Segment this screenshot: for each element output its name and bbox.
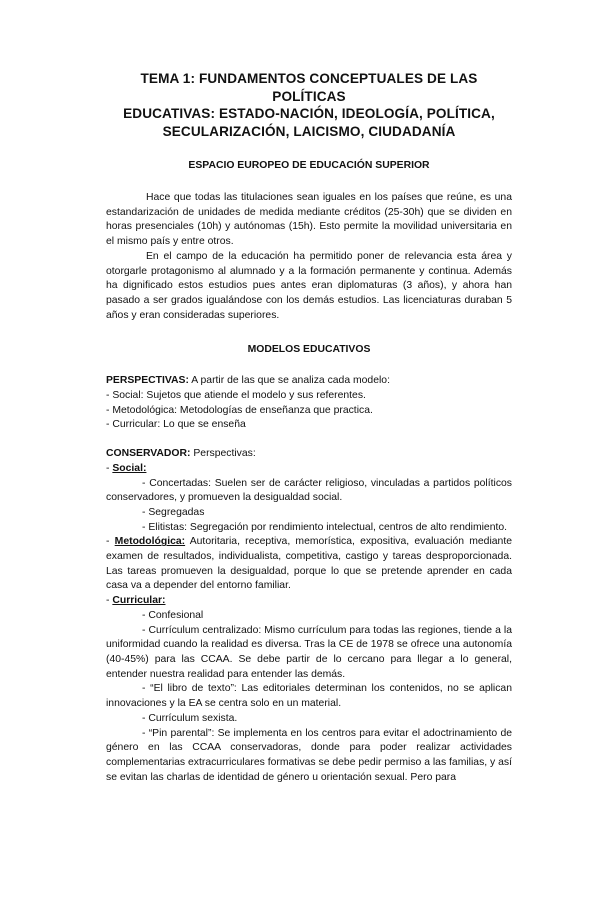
title-line-3: SECULARIZACIÓN, LAICISMO, CIUDADANÍA (162, 123, 456, 139)
perspectivas-intro-text: A partir de las que se analiza cada modelo: (188, 375, 390, 387)
social-label: Social: (112, 462, 147, 474)
section-heading-eees: ESPACIO EUROPEO DE EDUCACIÓN SUPERIOR (188, 160, 430, 171)
perspectiva-curricular: - Curricular: Lo que se enseña (106, 419, 246, 431)
curricular-item-pin-parental: - “Pin parental”: Se implementa en los centros para evitar el adoctrinamiento de género en las CCAA conservadoras, donde para poder realizar actividades complementarias extracurriculares formativas se debe pedir permiso a las familias, y así se evitan las charlas de identidad de género u orientación sexual. Pero para (106, 727, 512, 783)
section-heading-modelos: MODELOS EDUCATIVOS (247, 344, 371, 356)
social-heading: - Social: (106, 462, 147, 474)
paragraph-eees-1: Hace que todas las titulaciones sean iguales en los países que reúne, es una estandarización de unidades de medida mediante créditos (25-30h) que se dividen en horas presenciales (10h) y autónomas (15h). Esto permite la movilidad universitaria en el mismo país y entre otros. (106, 192, 512, 248)
conservador-block (106, 447, 512, 785)
conservador-intro-text: Perspectivas: (190, 448, 256, 460)
curricular-heading: - Curricular: (106, 595, 166, 607)
curricular-label: Curricular: (112, 595, 166, 607)
perspectiva-metodologica: - Metodológica: Metodologías de enseñanza que practica. (106, 404, 373, 416)
perspectivas-intro (106, 374, 512, 389)
conservador-intro (106, 447, 512, 462)
social-item-elitistas: - Elitistas: Segregación por rendimiento intelectual, centros de alto rendimiento. (142, 521, 508, 533)
metodologica-text: Autoritaria, receptiva, memorística, expositiva, evaluación mediante examen de resultados, individualista, competitiva, castigo y tareas desproporcionada. Las tareas promueven la desigualdad, porque lo que se pretende aprender en cada casa va a depender del entorno familiar. (106, 536, 512, 592)
conservador-label: CONSERVADOR: (106, 448, 191, 460)
curricular-item-sexista: - Currículum sexista. (142, 712, 238, 724)
curricular-item-libro-texto: - “El libro de texto”: Las editoriales determinan los contenidos, no se aplican innovaciones y la EA se centra solo en un material. (106, 683, 512, 710)
paragraph-eees-2: En el campo de la educación ha permitido poner de relevancia esta área y otorgarle protagonismo al alumnado y a la formación permanente y continua. Además ha dignificado estos estudios pues antes eran diplomaturas (3 años), y ahora han pasado a ser grados igualándose con los demás estudios. Las licenciaturas duraban 5 años y eran consideradas superiores. (106, 250, 512, 321)
social-item-concertadas: - Concertadas: Suelen ser de carácter religioso, vinculadas a partidos políticos conservadores, y promueven la desigualdad social. (106, 477, 512, 504)
perspectivas-block (106, 374, 512, 433)
perspectiva-social: - Social: Sujetos que atiende el modelo y sus referentes. (106, 390, 366, 402)
document-title (106, 70, 512, 140)
document-page (0, 70, 600, 918)
title-line-1: TEMA 1: FUNDAMENTOS CONCEPTUALES DE LAS POLÍTICAS (140, 71, 478, 104)
social-item-segregadas: - Segregadas (142, 506, 205, 518)
metodologica-paragraph: - Metodológica: Autoritaria, receptiva, memorística, expositiva, evaluación mediante examen de resultados, individualista, competitiva, castigo y tareas desproporcionada. Las tareas promueven la desigualdad, porque lo que se pretende aprender en cada casa va a depender del entorno familiar. (106, 536, 512, 592)
curricular-item-centralizado: - Currículum centralizado: Mismo currículum para todas las regiones, tiende a la uniformidad cuando la realidad es diversa. Tras la CE de 1978 se ofrece una autonomía (40-45%) para las CCAA. Se debe partir de lo cercano para llegar a lo general, entender nuestra realidad para entender las demás. (106, 624, 512, 680)
metodologica-label: Metodológica: (114, 536, 186, 548)
title-line-2: EDUCATIVAS: ESTADO-NACIÓN, IDEOLOGÍA, POLÍTICA, (123, 106, 495, 121)
curricular-item-confesional: - Confesional (142, 609, 204, 621)
perspectivas-label: PERSPECTIVAS: (106, 375, 189, 387)
